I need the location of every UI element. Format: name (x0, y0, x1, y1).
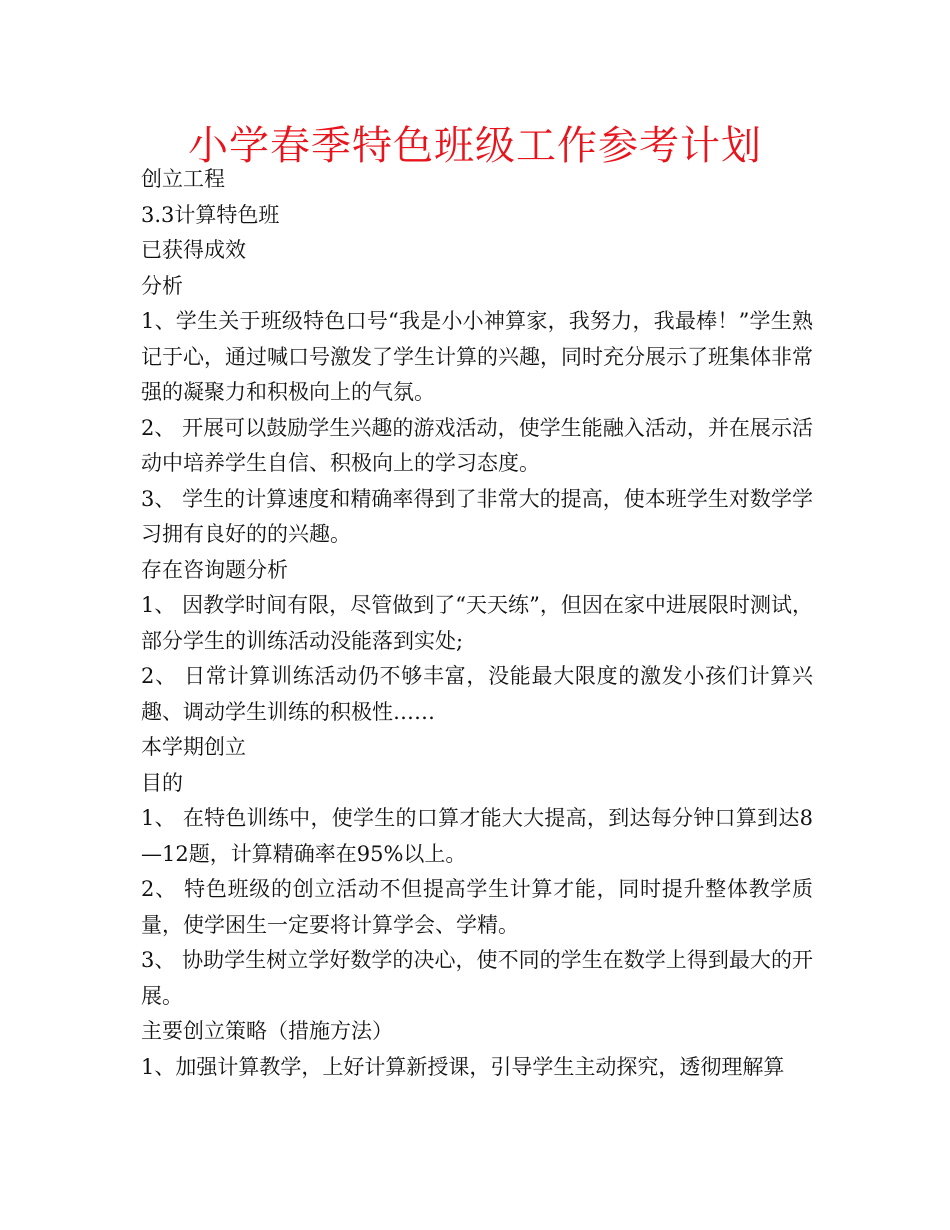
paragraph-semester-heading: 本学期创立 (141, 735, 246, 759)
paragraph-achievement-2: 2、 开展可以鼓励学生兴趣的游戏活动，使学生能融入活动，并在展示活动中培养学生自信、积极向上的学习态度。 (141, 415, 813, 475)
paragraph-goal-3: 3、 协助学生树立学好数学的决心，使不同的学生在数学上得到最大的开展。 (141, 948, 813, 1008)
paragraph-achievement-1: 1、学生关于班级特色口号“我是小小神算家，我努力，我最棒！”学生熟记于心，通过喊口号激发了学生计算的兴趣，同时充分展示了班集体非常强的凝聚力和积极向上的气氛。 (141, 309, 813, 404)
paragraph-problem-1: 1、 因教学时间有限，尽管做到了“天天练”，但因在家中进展限时测试，部分学生的训练活动没能落到实处; (141, 593, 813, 653)
paragraph-goal-1: 1、 在特色训练中，使学生的口算才能大大提高，到达每分钟口算到达8—12题，计算精确率在95%以上。 (141, 806, 813, 866)
paragraph-goals-heading: 目的 (141, 770, 183, 795)
paragraph-achievements-heading: 已获得成效 (141, 238, 246, 262)
paragraph-analysis-heading: 分析 (141, 273, 183, 298)
paragraph-strategies-heading: 主要创立策略（措施方法） (141, 1019, 393, 1043)
paragraph-strategy-1: 1、加强计算教学，上好计算新授课，引导学生主动探究，透彻理解算 (141, 1054, 785, 1079)
document-body (141, 162, 813, 1085)
document-title: 小学春季特色班级工作参考计划 (188, 123, 762, 169)
paragraph-section-heading: 创立工程 (141, 167, 225, 191)
paragraph-goal-2: 2、 特色班级的创立活动不但提高学生计算才能，同时提升整体教学质量，使学困生一定要将计算学会、学精。 (141, 877, 813, 937)
paragraph-achievement-3: 3、 学生的计算速度和精确率得到了非常大的提高，使本班学生对数学学习拥有良好的的兴趣。 (141, 486, 813, 546)
paragraph-problem-2: 2、 日常计算训练活动仍不够丰富，没能最大限度的激发小孩们计算兴趣、调动学生训练的积极性…… (141, 664, 813, 724)
paragraph-class-name: 3.3计算特色班 (141, 202, 280, 227)
paragraph-problems-heading: 存在咨询题分析 (141, 557, 288, 582)
